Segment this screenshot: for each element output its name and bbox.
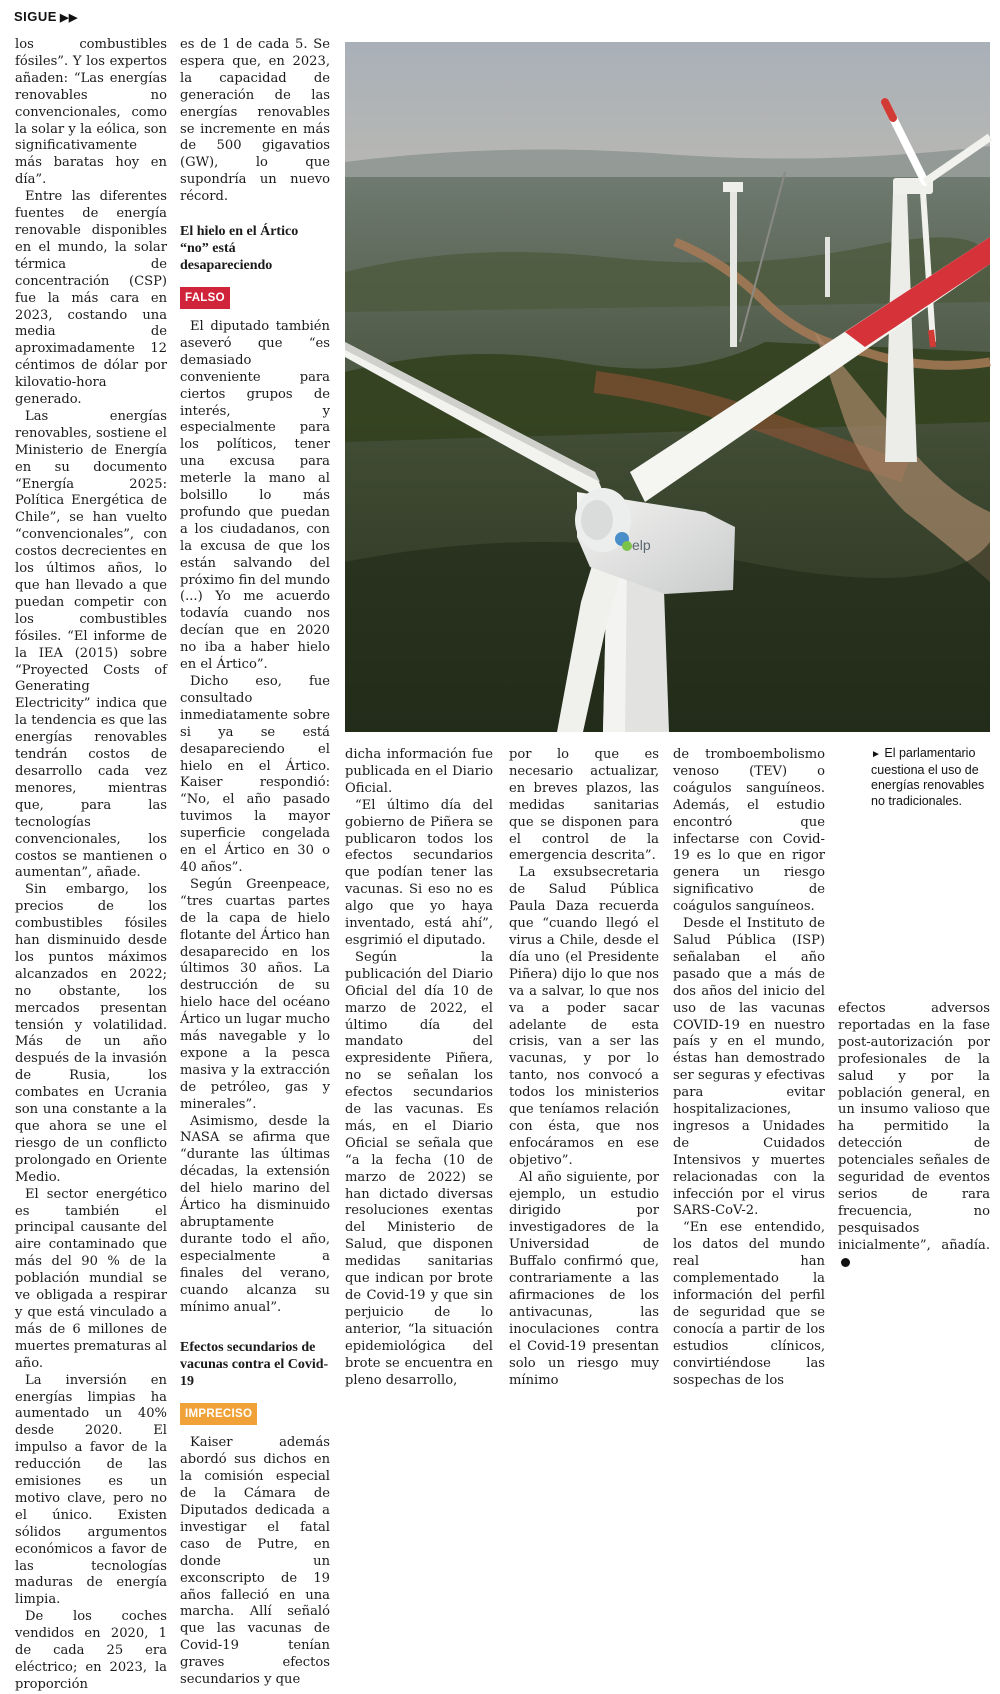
article-column-4 xyxy=(509,747,659,1388)
section-heading-arctic: El hielo en el Ártico “no” está desapareciendo xyxy=(180,224,299,274)
article-column-5 xyxy=(673,747,825,1388)
paragraph: por lo que es necesario actualizar, en breves plazos, las medidas sanitarias que se disponen para el control de la emergencia descrita”. xyxy=(509,747,659,864)
paragraph: Sin embargo, los precios de los combustibles fósiles han disminuido desde los puntos máximos alcanzados en 2022; no obstante, los mercados presentan tensión y volatilidad. Más de un año después de la invasión de Rusia, los combates en Ucrania son una constante a la que ahora se une el riesgo de un conflicto prolongado en Oriente Medio. xyxy=(15,882,167,1185)
paragraph xyxy=(838,1001,990,1272)
paragraph: es de 1 de cada 5. Se espera que, en 2023, la capacidad de generación de las energías renovables se incremente en más de 500 gigavatios (GW), lo que supondría un nuevo récord. xyxy=(180,37,330,205)
paragraph: “El último día del gobierno de Piñera se publicaron todos los efectos secundarios que podían tener las vacunas. Si eso no es algo que yo haya inventado, está ahí”, esgrimió el diputado. xyxy=(345,797,493,948)
paragraph: Según la publicación del Diario Oficial del día 10 de marzo de 2022, el último día del mandato del expresidente Piñera, no se señalan los efectos secundarios de las vacunas. Es más, en el Diario Oficial se señala que “a la fecha (10 de marzo de 2022) se han dictado diversas resoluciones exentas del Ministerio de Salud, que disponen medidas sanitarias que indican por brote de Covid-19 y que sin perjuicio de lo anterior, “la situación epidemiológica del brote se encuentra en pleno desarrollo, xyxy=(345,949,493,1388)
paragraph: Desde el Instituto de Salud Pública (ISP) señalaban el año pasado que a más de dos años del inicio del uso de las vacunas COVID-19 en nuestro país y en el mundo, éstas han demostrado ser seguras y efectivas para evitar hospitalizaciones, ingresos a Unidades de Cuidados Intensivos y muertes relacionadas con la infección por el virus SARS-CoV-2. xyxy=(673,916,825,1219)
sigue-text: SIGUE xyxy=(14,9,57,24)
turbine-logo-text: elp xyxy=(632,537,651,553)
paragraph: de tromboembolismo venoso (TEV) o coágulos sanguíneos. Además, el estudio encontró que infectarse con Covid-19 es lo que en rigor genera un riesgo significativo de coágulos sanguíneos. xyxy=(673,747,825,915)
paragraph: “En ese entendido, los datos del mundo real han complementado la información del perfil de seguridad que se conocía a partir de los estudios clínicos, convirtiéndose las sospechas de los xyxy=(673,1220,825,1388)
paragraph: El sector energético es también el principal causante del aire contaminado que más del 90 % de la población mundial se ve obligada a respirar y que está vinculado a más de 6 millones de muertes prematuras al año. xyxy=(15,1186,167,1371)
section-heading-vaccines: Efectos secundarios de vacunas contra el Covid-19 xyxy=(180,1340,329,1390)
paragraph: La exsubsecretaria de Salud Pública Paula Daza recuerda que “cuando llegó el virus a Chile, desde el día uno (el Presidente Piñera) dijo lo que nos va a salvar, lo que nos va a poder sacar adelante de esta crisis, van a ser las vacunas, y por lo tanto, nos convocó a todos los ministerios que teníamos relación con ésta, que nos enfocáramos en ese objetivo”. xyxy=(509,865,659,1168)
article-column-6 xyxy=(838,1001,990,1253)
article-column-3 xyxy=(345,747,493,1388)
sigue-arrows-icon: ▶▶ xyxy=(59,12,78,24)
paragraph: Al año siguiente, por ejemplo, un estudio dirigido por investigadores de la Universidad de Buffalo confirmó que, contrariamente a las afirmaciones de los antivacunas, las inoculaciones contra el Covid-19 presentan solo un riesgo muy mínimo xyxy=(509,1169,659,1388)
paragraph: Según Greenpeace, “tres cuartas partes de la capa de hielo flotante del Ártico han desaparecido en los últimos 30 años. La destrucción de su hielo hace del océano Ártico un lugar mucho más navegable y lo expone a la pesca masiva y la extracción de petróleo, gas y minerales”. xyxy=(180,876,330,1112)
caption-text: El parlamentario cuestiona el uso de energías renovables no tradicionales. xyxy=(871,746,985,808)
paragraph: La inversión en energías limpias ha aumentado un 40% desde 2020. El impulso a favor de la reducción de las emisiones es un motivo clave, pero no el único. Existen sólidos argumentos económicos a favor de las tecnologías maduras de energía limpia. xyxy=(15,1372,167,1608)
paragraph: Dicho eso, fue consultado inmediatamente sobre si ya se está desapareciendo el hielo en el Ártico. Kaiser respondió: “No, el año pasado tuvimos la mayor superficie congelada en el Ártico en 30 o 40 años”. xyxy=(180,674,330,875)
verdict-badge-falso: FALSO xyxy=(180,287,230,309)
article-column-1 xyxy=(15,37,167,1692)
paragraph: dicha información fue publicada en el Diario Oficial. xyxy=(345,747,493,796)
paragraph: Las energías renovables, sostiene el Ministerio de Energía en su documento “Energía 2025: Política Energética de Chile”, se han vuelto “convencionales”, con costos decrecientes en los últimos años, lo que han llevado a que puedan competir con los combustibles fósiles. “El informe de la IEA (2015) sobre “Proyected Costs of Generating Electricity” indica que la tendencia es que las energías renovables tendrán costos de desarrollo cada vez menores, mientras que, para las tecnologías convencionales, los costos se mantienen o aumentan”, añade. xyxy=(15,408,167,881)
paragraph: Kaiser además abordó sus dichos en la comisión especial de la Cámara de Diputados dedicada a investigar el fatal caso de Putre, en donde un exconscripto de 19 años falleció en una marcha. Allí señaló que las vacunas de Covid-19 tenían graves efectos secundarios y que xyxy=(180,1435,330,1688)
paragraph: los combustibles fósiles”. Y los expertos añaden: “Las energías renovables no convencionales, como la solar y la eólica, son significativamente más baratas hoy en día”. xyxy=(15,37,167,188)
sigue-label xyxy=(14,9,78,24)
photo-caption xyxy=(871,746,989,809)
paragraph: Asimismo, desde la NASA se afirma que “durante las últimas décadas, la extensión del hielo marino del Ártico ha disminuido abruptamente durante todo el año, especialmente a finales del verano, cuando alcanza su mínimo anual”. xyxy=(180,1113,330,1315)
paragraph: El diputado también aseveró que “es demasiado conveniente para ciertos grupos de interés, y especialmente para los políticos, tener una excusa para meterle la mano al bolsillo lo más profundo que puedan a los ciudadanos, con la excusa de que los están salvando del próximo fin del mundo (...) Yo me acuerdo todavía cuando nos decían que en 2020 no iba a haber hielo en el Ártico”. xyxy=(180,318,330,673)
end-of-article-icon xyxy=(841,1258,850,1267)
final-paragraph-text: efectos adversos reportadas en la fase post-autorización por profesionales de la salud y por la población general, en un insumo valioso que ha permitido la detección de potenciales señales de seguridad de eventos serios de rara frecuencia, no pesquisados inicialmente”, añadía. xyxy=(838,1001,990,1253)
caption-arrow-icon: ► xyxy=(871,749,881,760)
paragraph: De los coches vendidos en 2020, 1 de cada 25 era eléctrico; en 2023, la proporción xyxy=(15,1609,167,1692)
paragraph: Entre las diferentes fuentes de energía renovable disponibles en el mundo, la solar térmica de concentración (CSP) fue la más cara en 2023, costando una media de aproximadamente 12 céntimos de dólar por kilovatio-hora generado. xyxy=(15,189,167,408)
wind-turbine-photo xyxy=(345,42,990,732)
article-column-2 xyxy=(180,37,330,1688)
verdict-badge-impreciso: IMPRECISO xyxy=(180,1403,257,1425)
